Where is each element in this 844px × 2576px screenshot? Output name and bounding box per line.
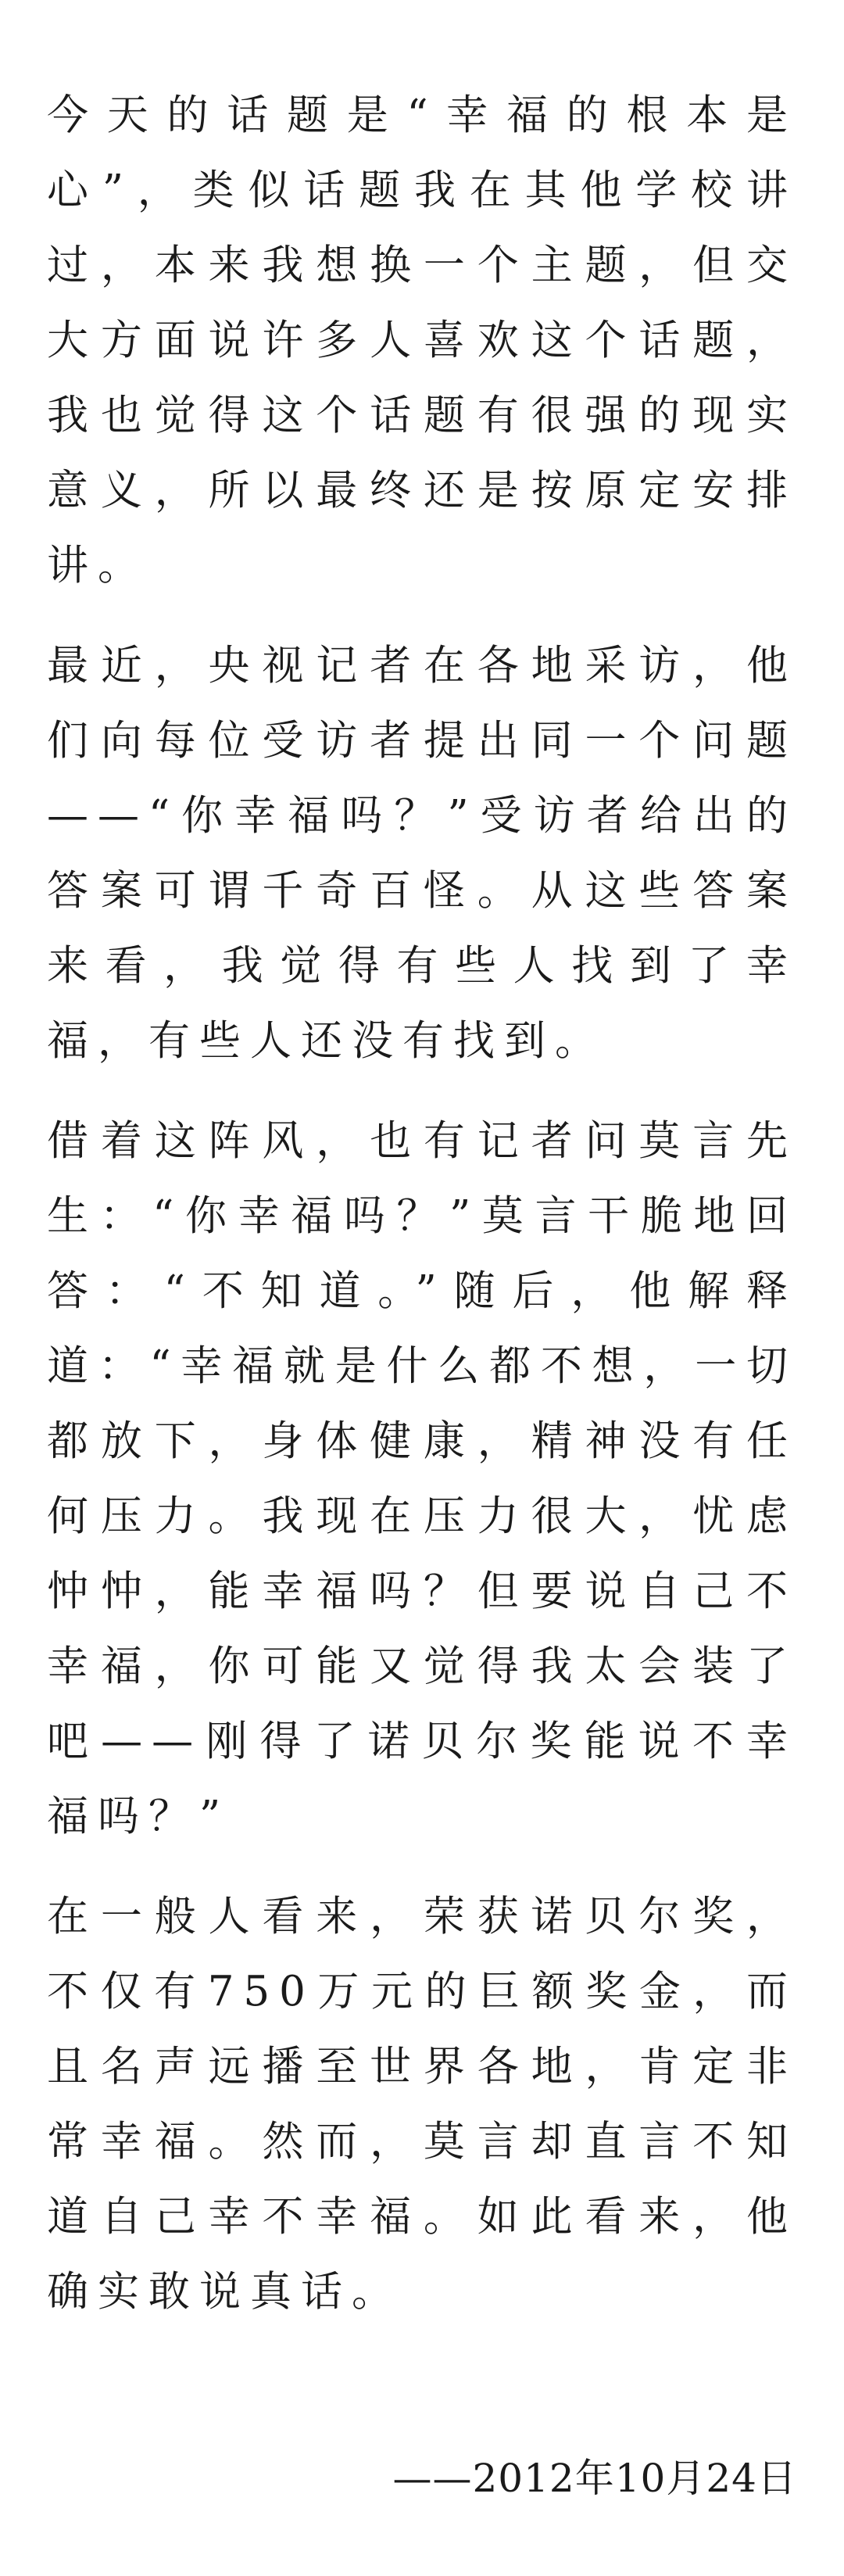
date-signature: ——2012年10月24日	[392, 2456, 797, 2501]
paragraph-3: 借着这阵风，也有记者问莫言先生：“你幸福吗？”莫言干脆地回答：“不知道。”随后，他解释道：“幸福就是什么都不想，一切都放下，身体健康，精神没有任何压力。我现在压力很大，忧虑忡忡，能幸福吗？但要说自己不幸福，你可能又觉得我太会装了吧——刚得了诺贝尔奖能说不幸福吗？”	[47, 1117, 797, 1840]
paragraph-2: 最近，央视记者在各地采访，他们向每位受访者提出同一个问题——“你幸福吗？”受访者给出的答案可谓千奇百怪。从这些答案来看，我觉得有些人找到了幸福，有些人还没有找到。	[47, 642, 797, 1065]
paragraph-4: 在一般人看来，荣获诺贝尔奖，不仅有750万元的巨额奖金，而且名声远播至世界各地，肯定非常幸福。然而，莫言却直言不知道自己幸不幸福。如此看来，他确实敢说真话。	[47, 1893, 797, 2316]
paragraph-1: 今天的话题是“幸福的根本是心”，类似话题我在其他学校讲过，本来我想换一个主题，但交大方面说许多人喜欢这个话题，我也觉得这个话题有很强的现实意义，所以最终还是按原定安排讲。	[47, 91, 797, 589]
article-body	[47, 78, 797, 2355]
